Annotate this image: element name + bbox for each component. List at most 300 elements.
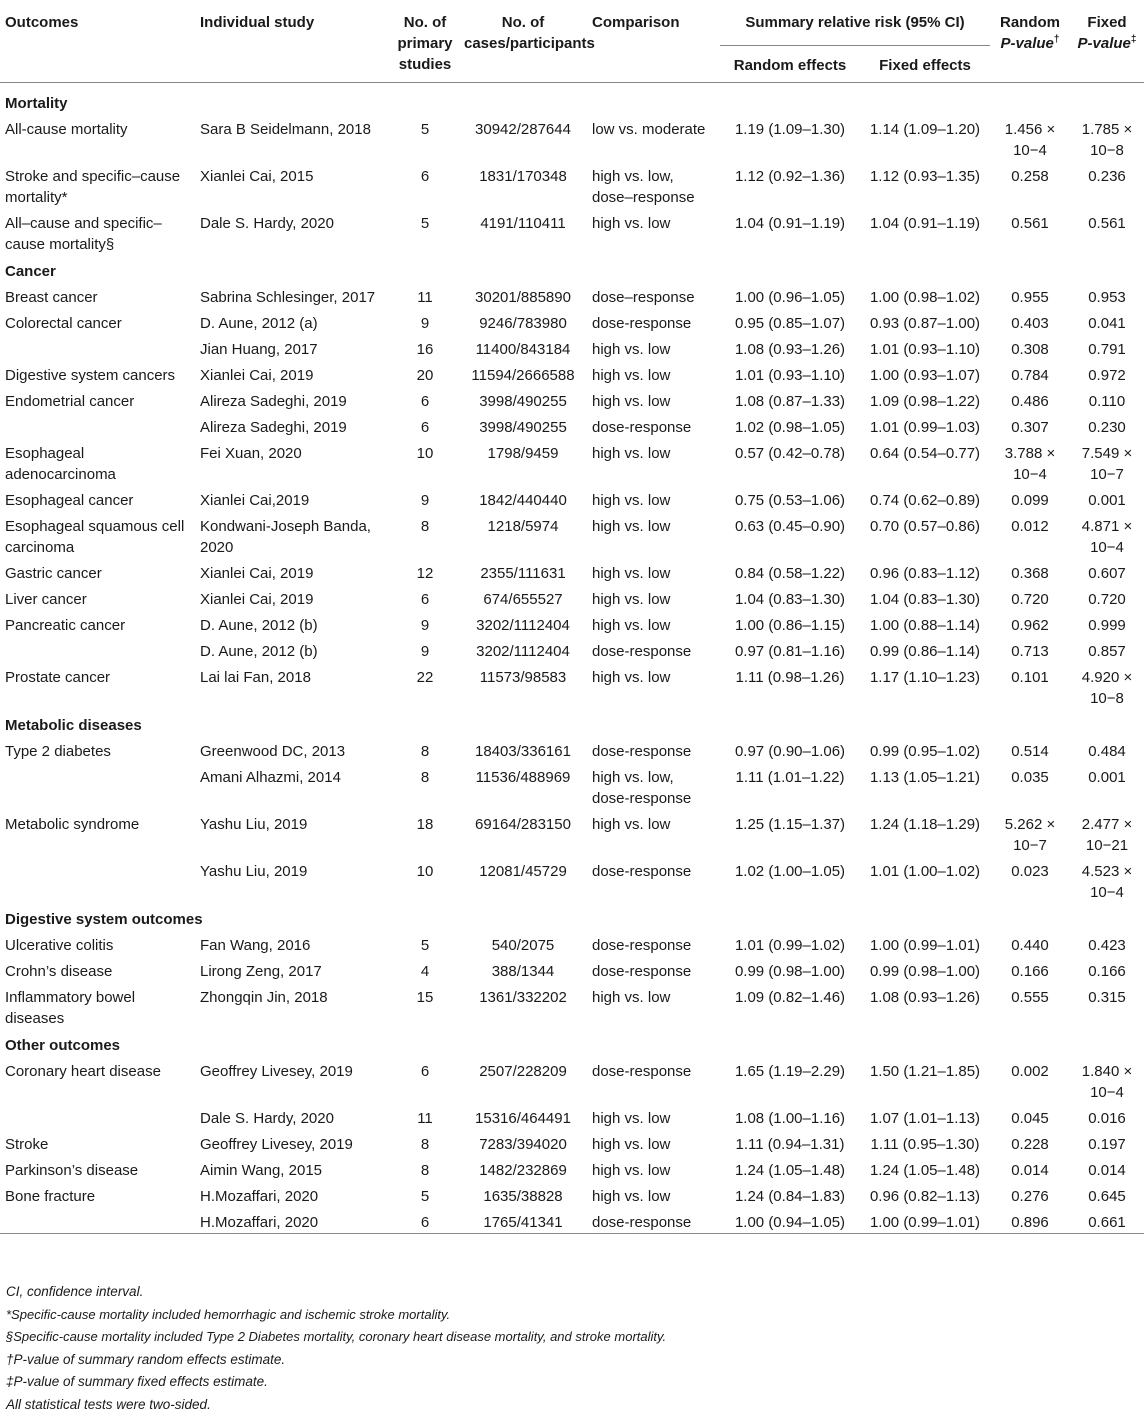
header-random-p-label: P-value [1001, 35, 1054, 52]
cases-cell: 69164/283150 [459, 809, 587, 856]
fixed-effects-cell: 1.13 (1.05–1.21) [860, 762, 990, 809]
random-p-cell: 0.440 [990, 930, 1070, 956]
outcome-cell: Metabolic syndrome [0, 809, 195, 856]
fixed-effects-cell: 1.01 (0.99–1.03) [860, 412, 990, 438]
random-effects-cell: 0.63 (0.45–0.90) [720, 511, 860, 558]
random-effects-cell: 1.19 (1.09–1.30) [720, 114, 860, 161]
fixed-p-cell: 0.236 [1070, 161, 1144, 208]
random-effects-cell: 1.09 (0.82–1.46) [720, 982, 860, 1029]
random-effects-cell: 0.99 (0.98–1.00) [720, 956, 860, 982]
comparison-cell: high vs. low [587, 360, 720, 386]
comparison-cell: high vs. low [587, 809, 720, 856]
table-row [0, 412, 1144, 438]
outcome-cell [0, 636, 195, 662]
fixed-effects-cell: 1.08 (0.93–1.26) [860, 982, 990, 1029]
cases-cell: 12081/45729 [459, 856, 587, 903]
cases-cell: 4191/110411 [459, 208, 587, 255]
study-cell: Xianlei Cai,2019 [195, 485, 391, 511]
fixed-effects-cell: 1.01 (0.93–1.10) [860, 334, 990, 360]
header-no-primary-studies: No. of primary studies [391, 0, 459, 80]
fixed-p-cell: 0.999 [1070, 610, 1144, 636]
study-cell: Xianlei Cai, 2019 [195, 584, 391, 610]
random-p-cell: 0.784 [990, 360, 1070, 386]
primary-studies-cell: 8 [391, 762, 459, 809]
random-p-cell: 3.788 × 10−4 [990, 438, 1070, 485]
fixed-effects-cell: 1.12 (0.93–1.35) [860, 161, 990, 208]
comparison-cell: dose-response [587, 956, 720, 982]
fixed-effects-cell: 0.74 (0.62–0.89) [860, 485, 990, 511]
section-row [0, 1029, 1144, 1056]
study-cell: Lirong Zeng, 2017 [195, 956, 391, 982]
outcome-cell: Bone fracture [0, 1181, 195, 1207]
study-cell: Zhongqin Jin, 2018 [195, 982, 391, 1029]
random-effects-cell: 1.01 (0.93–1.10) [720, 360, 860, 386]
random-p-cell: 0.713 [990, 636, 1070, 662]
random-p-cell: 0.101 [990, 662, 1070, 709]
cases-cell: 11400/843184 [459, 334, 587, 360]
fixed-p-cell: 0.197 [1070, 1129, 1144, 1155]
fixed-effects-cell: 0.93 (0.87–1.00) [860, 308, 990, 334]
random-effects-cell: 1.00 (0.94–1.05) [720, 1207, 860, 1234]
random-p-cell: 0.012 [990, 511, 1070, 558]
section-row [0, 709, 1144, 736]
fixed-effects-cell: 1.17 (1.10–1.23) [860, 662, 990, 709]
study-cell: Amani Alhazmi, 2014 [195, 762, 391, 809]
header-no-cases-participants: No. of cases/participants [459, 0, 587, 80]
outcome-cell: Crohn’s disease [0, 956, 195, 982]
cases-cell: 18403/336161 [459, 736, 587, 762]
cases-cell: 2507/228209 [459, 1056, 587, 1103]
fixed-p-cell: 7.549 × 10−7 [1070, 438, 1144, 485]
cases-cell: 3998/490255 [459, 412, 587, 438]
header-summary-relative-risk: Summary relative risk (95% CI) [720, 0, 990, 46]
fixed-p-cell: 0.315 [1070, 982, 1144, 1029]
random-p-cell: 0.045 [990, 1103, 1070, 1129]
table-row [0, 438, 1144, 485]
table-row [0, 636, 1144, 662]
random-effects-cell: 1.11 (0.98–1.26) [720, 662, 860, 709]
primary-studies-cell: 10 [391, 856, 459, 903]
random-effects-cell: 0.97 (0.81–1.16) [720, 636, 860, 662]
outcome-cell: Ulcerative colitis [0, 930, 195, 956]
random-p-cell: 0.035 [990, 762, 1070, 809]
primary-studies-cell: 15 [391, 982, 459, 1029]
study-cell: Greenwood DC, 2013 [195, 736, 391, 762]
primary-studies-cell: 8 [391, 736, 459, 762]
comparison-cell: high vs. low, dose-response [587, 762, 720, 809]
outcome-cell [0, 1207, 195, 1234]
outcome-cell: Prostate cancer [0, 662, 195, 709]
outcome-cell: Type 2 diabetes [0, 736, 195, 762]
fixed-p-cell: 0.166 [1070, 956, 1144, 982]
outcome-cell [0, 762, 195, 809]
table-row [0, 610, 1144, 636]
fixed-effects-cell: 0.99 (0.86–1.14) [860, 636, 990, 662]
primary-studies-cell: 11 [391, 1103, 459, 1129]
section-title: Metabolic diseases [0, 709, 1144, 736]
comparison-cell: dose-response [587, 636, 720, 662]
table-row [0, 511, 1144, 558]
random-effects-cell: 1.02 (0.98–1.05) [720, 412, 860, 438]
footnotes [6, 1281, 666, 1416]
fixed-p-cell: 0.484 [1070, 736, 1144, 762]
primary-studies-cell: 4 [391, 956, 459, 982]
fixed-p-cell: 4.920 × 10−8 [1070, 662, 1144, 709]
study-cell: Sara B Seidelmann, 2018 [195, 114, 391, 161]
random-p-cell: 0.486 [990, 386, 1070, 412]
footnote-ci: CI, confidence interval. [6, 1281, 666, 1304]
fixed-p-cell: 4.523 × 10−4 [1070, 856, 1144, 903]
fixed-effects-cell: 1.00 (0.98–1.02) [860, 282, 990, 308]
fixed-p-cell: 1.840 × 10−4 [1070, 1056, 1144, 1103]
footnote-fixed-p: ‡P-value of summary fixed effects estimate. [6, 1371, 666, 1394]
fixed-effects-cell: 1.24 (1.05–1.48) [860, 1155, 990, 1181]
primary-studies-cell: 5 [391, 114, 459, 161]
random-effects-cell: 1.11 (1.01–1.22) [720, 762, 860, 809]
random-p-cell: 0.368 [990, 558, 1070, 584]
cases-cell: 11594/2666588 [459, 360, 587, 386]
study-cell: Geoffrey Livesey, 2019 [195, 1056, 391, 1103]
study-cell: Kondwani-Joseph Banda, 2020 [195, 511, 391, 558]
primary-studies-cell: 10 [391, 438, 459, 485]
cases-cell: 3202/1112404 [459, 610, 587, 636]
table-row [0, 956, 1144, 982]
comparison-cell: dose-response [587, 1056, 720, 1103]
random-effects-cell: 0.57 (0.42–0.78) [720, 438, 860, 485]
random-p-cell: 0.561 [990, 208, 1070, 255]
random-effects-cell: 1.25 (1.15–1.37) [720, 809, 860, 856]
comparison-cell: dose-response [587, 736, 720, 762]
random-effects-cell: 1.08 (1.00–1.16) [720, 1103, 860, 1129]
outcome-cell: Stroke and specific–cause mortality* [0, 161, 195, 208]
section-title: Digestive system outcomes [0, 903, 1144, 930]
random-p-cell: 0.002 [990, 1056, 1070, 1103]
fixed-effects-cell: 0.99 (0.95–1.02) [860, 736, 990, 762]
header-comparison: Comparison [587, 0, 720, 80]
comparison-cell: high vs. low [587, 1129, 720, 1155]
fixed-p-cell: 1.785 × 10−8 [1070, 114, 1144, 161]
double-dagger-mark: ‡ [1131, 34, 1137, 45]
fixed-p-cell: 0.014 [1070, 1155, 1144, 1181]
random-p-cell: 0.962 [990, 610, 1070, 636]
primary-studies-cell: 8 [391, 1129, 459, 1155]
header-individual-study: Individual study [195, 0, 391, 80]
outcome-cell [0, 334, 195, 360]
study-cell: Fan Wang, 2016 [195, 930, 391, 956]
random-effects-cell: 1.01 (0.99–1.02) [720, 930, 860, 956]
table-row [0, 1207, 1144, 1234]
random-p-cell: 0.258 [990, 161, 1070, 208]
fixed-effects-cell: 1.09 (0.98–1.22) [860, 386, 990, 412]
primary-studies-cell: 5 [391, 208, 459, 255]
cases-cell: 11536/488969 [459, 762, 587, 809]
outcome-cell: Colorectal cancer [0, 308, 195, 334]
fixed-p-cell: 0.857 [1070, 636, 1144, 662]
header-random-effects: Random effects [720, 46, 860, 81]
table-row [0, 1181, 1144, 1207]
cases-cell: 1361/332202 [459, 982, 587, 1029]
random-effects-cell: 1.02 (1.00–1.05) [720, 856, 860, 903]
cases-cell: 1765/41341 [459, 1207, 587, 1234]
study-cell: Fei Xuan, 2020 [195, 438, 391, 485]
random-p-cell: 0.166 [990, 956, 1070, 982]
table-row [0, 856, 1144, 903]
cases-cell: 3998/490255 [459, 386, 587, 412]
primary-studies-cell: 18 [391, 809, 459, 856]
outcome-cell: Coronary heart disease [0, 1056, 195, 1103]
fixed-effects-cell: 0.96 (0.83–1.12) [860, 558, 990, 584]
comparison-cell: dose–response [587, 282, 720, 308]
fixed-effects-cell: 0.99 (0.98–1.00) [860, 956, 990, 982]
random-effects-cell: 1.08 (0.93–1.26) [720, 334, 860, 360]
study-cell: Alireza Sadeghi, 2019 [195, 412, 391, 438]
table-row [0, 736, 1144, 762]
random-p-cell: 0.955 [990, 282, 1070, 308]
fixed-effects-cell: 1.50 (1.21–1.85) [860, 1056, 990, 1103]
fixed-p-cell: 0.001 [1070, 485, 1144, 511]
study-cell: Lai lai Fan, 2018 [195, 662, 391, 709]
comparison-cell: high vs. low [587, 208, 720, 255]
outcome-cell [0, 412, 195, 438]
primary-studies-cell: 5 [391, 930, 459, 956]
fixed-effects-cell: 1.04 (0.91–1.19) [860, 208, 990, 255]
study-cell: D. Aune, 2012 (b) [195, 636, 391, 662]
fixed-effects-cell: 1.00 (0.99–1.01) [860, 930, 990, 956]
random-effects-cell: 1.11 (0.94–1.31) [720, 1129, 860, 1155]
outcome-cell: Inflammatory bowel diseases [0, 982, 195, 1029]
study-cell: Aimin Wang, 2015 [195, 1155, 391, 1181]
random-p-cell: 0.555 [990, 982, 1070, 1029]
table-row [0, 308, 1144, 334]
comparison-cell: dose-response [587, 308, 720, 334]
fixed-effects-cell: 1.07 (1.01–1.13) [860, 1103, 990, 1129]
study-cell: Yashu Liu, 2019 [195, 856, 391, 903]
fixed-effects-cell: 1.00 (0.88–1.14) [860, 610, 990, 636]
outcome-cell: Digestive system cancers [0, 360, 195, 386]
comparison-cell: high vs. low, dose–response [587, 161, 720, 208]
table-body [0, 83, 1144, 1234]
random-p-cell: 1.456 × 10−4 [990, 114, 1070, 161]
table-row [0, 762, 1144, 809]
study-cell: D. Aune, 2012 (a) [195, 308, 391, 334]
cases-cell: 30201/885890 [459, 282, 587, 308]
primary-studies-cell: 20 [391, 360, 459, 386]
random-p-cell: 0.720 [990, 584, 1070, 610]
table-row [0, 114, 1144, 161]
comparison-cell: high vs. low [587, 438, 720, 485]
random-p-cell: 5.262 × 10−7 [990, 809, 1070, 856]
primary-studies-cell: 6 [391, 1207, 459, 1234]
fixed-p-cell: 2.477 × 10−21 [1070, 809, 1144, 856]
comparison-cell: dose-response [587, 1207, 720, 1234]
primary-studies-cell: 6 [391, 1056, 459, 1103]
fixed-effects-cell: 0.96 (0.82–1.13) [860, 1181, 990, 1207]
section-row [0, 83, 1144, 115]
header-fixed-effects: Fixed effects [860, 46, 990, 81]
random-p-cell: 0.023 [990, 856, 1070, 903]
outcome-cell: Esophageal adenocarcinoma [0, 438, 195, 485]
header-random-label: Random [1000, 14, 1060, 31]
random-effects-cell: 0.97 (0.90–1.06) [720, 736, 860, 762]
table-row [0, 208, 1144, 255]
random-effects-cell: 0.75 (0.53–1.06) [720, 485, 860, 511]
study-cell: Dale S. Hardy, 2020 [195, 208, 391, 255]
random-p-cell: 0.307 [990, 412, 1070, 438]
comparison-cell: high vs. low [587, 1181, 720, 1207]
random-effects-cell: 1.12 (0.92–1.36) [720, 161, 860, 208]
random-effects-cell: 1.65 (1.19–2.29) [720, 1056, 860, 1103]
cases-cell: 30942/287644 [459, 114, 587, 161]
primary-studies-cell: 9 [391, 636, 459, 662]
fixed-p-cell: 4.871 × 10−4 [1070, 511, 1144, 558]
section-row [0, 903, 1144, 930]
table-row [0, 930, 1144, 956]
comparison-cell: dose-response [587, 412, 720, 438]
fixed-p-cell: 0.720 [1070, 584, 1144, 610]
fixed-effects-cell: 1.11 (0.95–1.30) [860, 1129, 990, 1155]
cases-cell: 1482/232869 [459, 1155, 587, 1181]
cases-cell: 7283/394020 [459, 1129, 587, 1155]
cases-cell: 1798/9459 [459, 438, 587, 485]
random-p-cell: 0.514 [990, 736, 1070, 762]
comparison-cell: high vs. low [587, 982, 720, 1029]
table-row [0, 1155, 1144, 1181]
comparison-cell: high vs. low [587, 386, 720, 412]
primary-studies-cell: 6 [391, 584, 459, 610]
outcome-cell: Esophageal squamous cell carcinoma [0, 511, 195, 558]
random-effects-cell: 1.00 (0.96–1.05) [720, 282, 860, 308]
cases-cell: 1831/170348 [459, 161, 587, 208]
study-cell: H.Mozaffari, 2020 [195, 1181, 391, 1207]
outcome-cell: All–cause and specific–cause mortality§ [0, 208, 195, 255]
fixed-effects-cell: 0.70 (0.57–0.86) [860, 511, 990, 558]
cases-cell: 2355/111631 [459, 558, 587, 584]
random-effects-cell: 0.84 (0.58–1.22) [720, 558, 860, 584]
outcome-cell: Endometrial cancer [0, 386, 195, 412]
table-row [0, 982, 1144, 1029]
comparison-cell: high vs. low [587, 485, 720, 511]
table-row [0, 282, 1144, 308]
random-effects-cell: 1.04 (0.91–1.19) [720, 208, 860, 255]
fixed-effects-cell: 1.04 (0.83–1.30) [860, 584, 990, 610]
table-row [0, 1103, 1144, 1129]
comparison-cell: high vs. low [587, 584, 720, 610]
footnote-stroke-mortality: *Specific-cause mortality included hemorrhagic and ischemic stroke mortality. [6, 1304, 666, 1327]
random-effects-cell: 1.00 (0.86–1.15) [720, 610, 860, 636]
study-cell: Xianlei Cai, 2015 [195, 161, 391, 208]
random-p-cell: 0.099 [990, 485, 1070, 511]
outcome-cell: Pancreatic cancer [0, 610, 195, 636]
primary-studies-cell: 5 [391, 1181, 459, 1207]
fixed-p-cell: 0.953 [1070, 282, 1144, 308]
footnote-two-sided: All statistical tests were two-sided. [6, 1394, 666, 1416]
study-cell: Xianlei Cai, 2019 [195, 360, 391, 386]
fixed-p-cell: 0.607 [1070, 558, 1144, 584]
random-p-cell: 0.308 [990, 334, 1070, 360]
section-title: Mortality [0, 83, 1144, 115]
header-fixed-p-value [1070, 0, 1144, 80]
random-p-cell: 0.228 [990, 1129, 1070, 1155]
outcome-cell: Breast cancer [0, 282, 195, 308]
primary-studies-cell: 12 [391, 558, 459, 584]
outcome-cell: Stroke [0, 1129, 195, 1155]
random-effects-cell: 1.08 (0.87–1.33) [720, 386, 860, 412]
outcome-cell: Parkinson’s disease [0, 1155, 195, 1181]
fixed-p-cell: 0.645 [1070, 1181, 1144, 1207]
dagger-mark: † [1054, 34, 1060, 45]
outcome-cell [0, 1103, 195, 1129]
fixed-effects-cell: 1.00 (0.99–1.01) [860, 1207, 990, 1234]
fixed-effects-cell: 0.64 (0.54–0.77) [860, 438, 990, 485]
table-row [0, 360, 1144, 386]
table-row [0, 558, 1144, 584]
study-cell: Dale S. Hardy, 2020 [195, 1103, 391, 1129]
fixed-effects-cell: 1.00 (0.93–1.07) [860, 360, 990, 386]
comparison-cell: dose-response [587, 930, 720, 956]
footnote-specific-mortality: §Specific-cause mortality included Type 2 Diabetes mortality, coronary heart disease mortality, and stroke mortality. [6, 1326, 666, 1349]
cases-cell: 3202/1112404 [459, 636, 587, 662]
cases-cell: 11573/98583 [459, 662, 587, 709]
outcome-cell [0, 856, 195, 903]
section-title: Cancer [0, 255, 1144, 282]
footnote-random-p: †P-value of summary random effects estimate. [6, 1349, 666, 1372]
fixed-p-cell: 0.230 [1070, 412, 1144, 438]
primary-studies-cell: 9 [391, 485, 459, 511]
comparison-cell: dose-response [587, 856, 720, 903]
comparison-cell: high vs. low [587, 1103, 720, 1129]
outcome-cell: Liver cancer [0, 584, 195, 610]
study-cell: Yashu Liu, 2019 [195, 809, 391, 856]
fixed-p-cell: 0.561 [1070, 208, 1144, 255]
primary-studies-cell: 6 [391, 386, 459, 412]
fixed-p-cell: 0.041 [1070, 308, 1144, 334]
cases-cell: 9246/783980 [459, 308, 587, 334]
fixed-p-cell: 0.110 [1070, 386, 1144, 412]
cases-cell: 540/2075 [459, 930, 587, 956]
primary-studies-cell: 9 [391, 308, 459, 334]
table-row [0, 334, 1144, 360]
primary-studies-cell: 8 [391, 1155, 459, 1181]
table-row [0, 809, 1144, 856]
comparison-cell: high vs. low [587, 558, 720, 584]
study-cell: Alireza Sadeghi, 2019 [195, 386, 391, 412]
random-p-cell: 0.014 [990, 1155, 1070, 1181]
comparison-cell: high vs. low [587, 1155, 720, 1181]
section-title: Other outcomes [0, 1029, 1144, 1056]
comparison-cell: high vs. low [587, 334, 720, 360]
table-row [0, 386, 1144, 412]
table-row [0, 161, 1144, 208]
fixed-p-cell: 0.661 [1070, 1207, 1144, 1234]
fixed-effects-cell: 1.01 (1.00–1.02) [860, 856, 990, 903]
fixed-p-cell: 0.016 [1070, 1103, 1144, 1129]
random-effects-cell: 0.95 (0.85–1.07) [720, 308, 860, 334]
comparison-cell: high vs. low [587, 662, 720, 709]
comparison-cell: high vs. low [587, 511, 720, 558]
header-fixed-label: Fixed [1087, 14, 1126, 31]
comparison-cell: high vs. low [587, 610, 720, 636]
random-effects-cell: 1.24 (1.05–1.48) [720, 1155, 860, 1181]
fixed-p-cell: 0.001 [1070, 762, 1144, 809]
header-outcomes: Outcomes [0, 0, 195, 80]
table-row [0, 1056, 1144, 1103]
primary-studies-cell: 11 [391, 282, 459, 308]
random-effects-cell: 1.24 (0.84–1.83) [720, 1181, 860, 1207]
random-p-cell: 0.896 [990, 1207, 1070, 1234]
header-fixed-p-label: P-value [1078, 35, 1131, 52]
primary-studies-cell: 6 [391, 161, 459, 208]
random-effects-cell: 1.04 (0.83–1.30) [720, 584, 860, 610]
